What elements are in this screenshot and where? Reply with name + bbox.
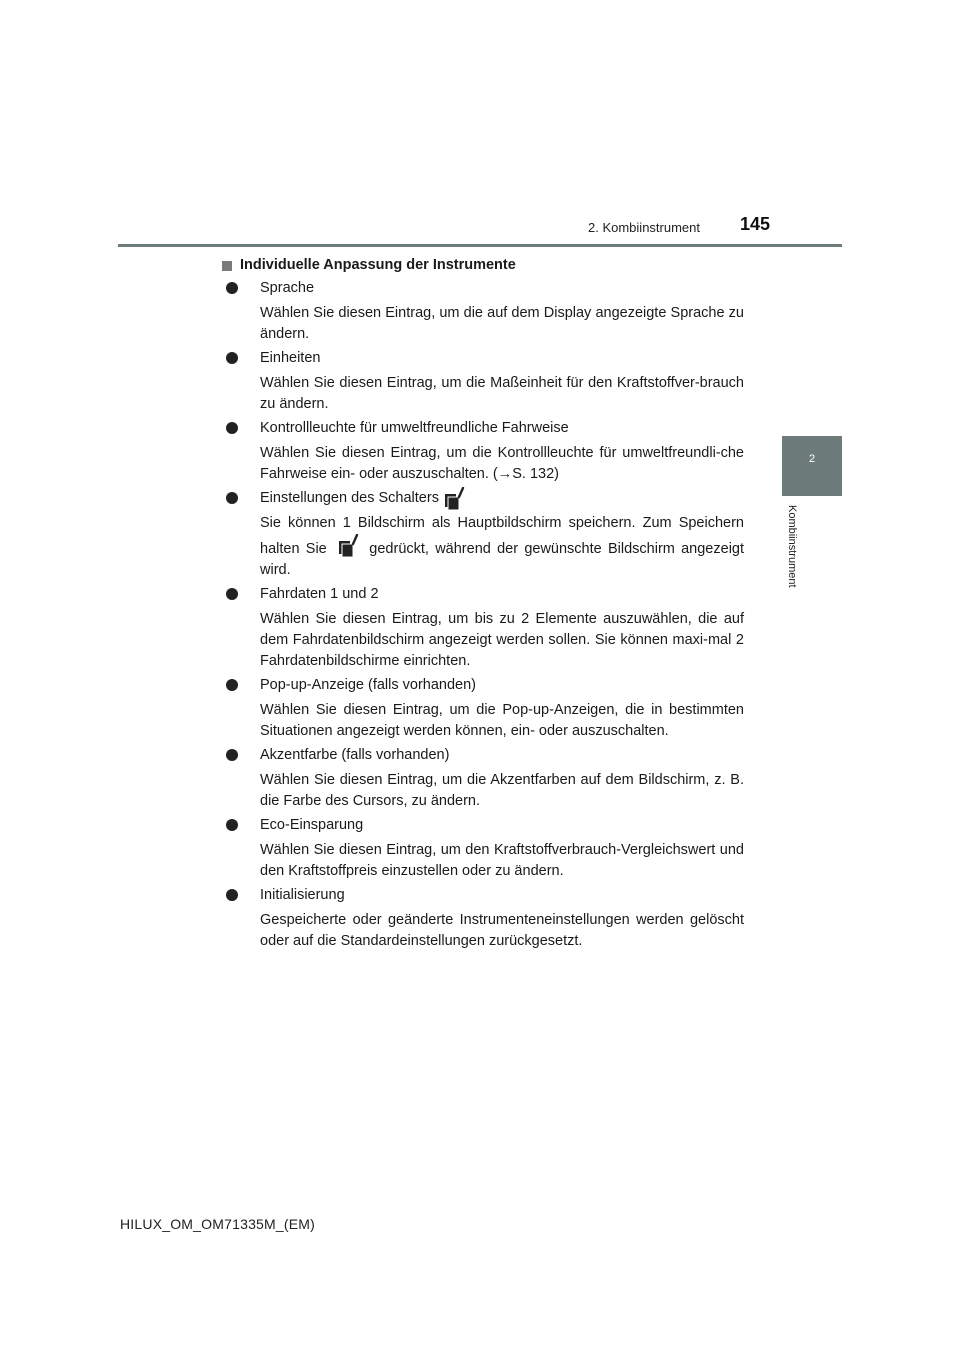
list-item xyxy=(222,583,744,672)
page-content xyxy=(222,254,744,954)
bullet-icon xyxy=(226,749,238,761)
item-body: Wählen Sie diesen Eintrag, um die Maßeinheit für den Kraftstoffver-brauch zu ändern. xyxy=(260,375,744,412)
item-title: Eco-Einsparung xyxy=(260,817,364,833)
document-code: HILUX_OM_OM71335M_(EM) xyxy=(120,1216,316,1232)
list-item xyxy=(222,487,744,581)
item-title: Initialisierung xyxy=(260,887,345,903)
item-title: Einheiten xyxy=(260,350,321,366)
item-body: Wählen Sie diesen Eintrag, um die Kontrollleuchte für umweltfreundli-che Fahrweise ein- oder auszuschalten. (→S. 132) xyxy=(260,445,744,482)
list-item xyxy=(222,347,744,415)
item-body-part2: gedrückt, während der gewünschte Bildschirm angezeigt wird. xyxy=(260,541,745,578)
bullet-icon xyxy=(226,819,238,831)
list-item xyxy=(222,674,744,742)
item-body xyxy=(222,513,744,581)
screen-switch-icon xyxy=(337,534,359,558)
item-body: Wählen Sie diesen Eintrag, um die Akzentfarben auf dem Bildschirm, z. B. die Farbe des Cursors, zu ändern. xyxy=(260,772,744,809)
list-item xyxy=(222,744,744,812)
bullet-icon xyxy=(226,282,238,294)
section-heading xyxy=(222,254,744,277)
item-title: Kontrollleuchte für umweltfreundliche Fahrweise xyxy=(260,420,569,436)
list-item xyxy=(222,884,744,952)
item-body: Gespeicherte oder geänderte Instrumenteneinstellungen werden gelöscht oder auf die Standardeinstellungen zurückgesetzt. xyxy=(260,912,744,949)
item-title: Pop-up-Anzeige (falls vorhanden) xyxy=(260,677,477,693)
list-item xyxy=(222,417,744,485)
item-body: Wählen Sie diesen Eintrag, um den Kraftstoffverbrauch-Vergleichswert und den Kraftstoffpreis einzustellen oder zu ändern. xyxy=(260,842,744,879)
item-body-part1: Sie können 1 Bildschirm als Hauptbildschirm speichern. Zum Speichern halten Sie xyxy=(260,515,744,557)
chapter-tab-label: Kombiinstrument xyxy=(786,505,798,588)
item-title: Fahrdaten 1 und 2 xyxy=(260,586,379,602)
header-section-title: 2. Kombiinstrument xyxy=(588,220,700,235)
item-title: Akzentfarbe (falls vorhanden) xyxy=(260,747,450,763)
list-item xyxy=(222,277,744,345)
page-number: 145 xyxy=(740,214,771,234)
bullet-icon xyxy=(226,352,238,364)
square-bullet-icon xyxy=(222,261,232,271)
bullet-icon xyxy=(226,492,238,504)
header-divider xyxy=(118,244,842,247)
bullet-icon xyxy=(226,889,238,901)
screen-switch-icon xyxy=(443,487,465,511)
bullet-icon xyxy=(226,588,238,600)
bullet-icon xyxy=(226,679,238,691)
item-body: Wählen Sie diesen Eintrag, um bis zu 2 Elemente auszuwählen, die auf dem Fahrdatenbildschirm angezeigt werden sollen. Sie können maxi-mal 2 Fahrdatenbildschirme einrichten. xyxy=(260,611,744,669)
section-heading-text: Individuelle Anpassung der Instrumente xyxy=(240,257,516,273)
item-body: Wählen Sie diesen Eintrag, um die Pop-up-Anzeigen, die in bestimmten Situationen angezeigt werden können, ein- oder auszuschalten. xyxy=(260,702,744,739)
item-body: Wählen Sie diesen Eintrag, um die auf dem Display angezeigte Sprache zu ändern. xyxy=(260,305,744,342)
item-title: Sprache xyxy=(260,280,315,296)
list-item xyxy=(222,814,744,882)
item-title: Einstellungen des Schalters xyxy=(260,490,439,506)
bullet-icon xyxy=(226,422,238,434)
chapter-tab xyxy=(782,436,842,496)
chapter-tab-number: 2 xyxy=(808,453,816,465)
